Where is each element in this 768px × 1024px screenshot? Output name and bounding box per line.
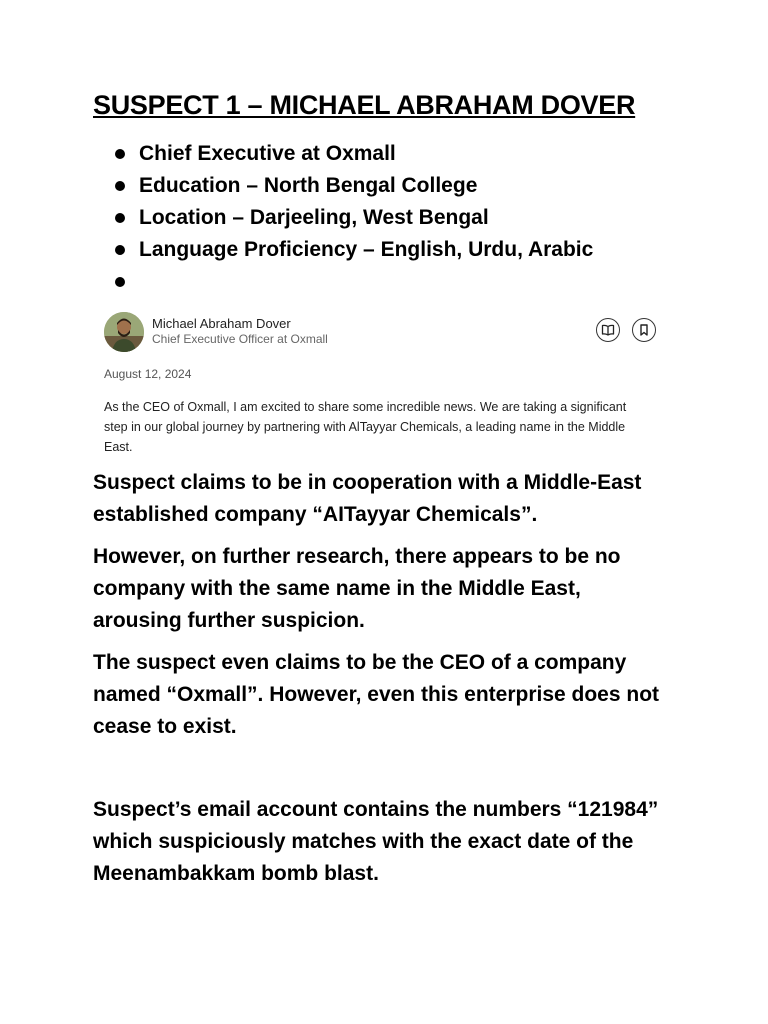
list-item xyxy=(115,202,593,234)
page-title: SUSPECT 1 – MICHAEL ABRAHAM DOVER xyxy=(93,90,636,120)
bookmark-icon[interactable] xyxy=(632,318,656,342)
post-date: August 12, 2024 xyxy=(104,367,192,381)
list-item-text: Education – North Bengal College xyxy=(139,174,478,197)
bullet-icon xyxy=(115,181,125,191)
list-item-text: Chief Executive at Oxmall xyxy=(139,142,396,165)
paragraph: The suspect even claims to be the CEO of a company named “Oxmall”. However, even this enterprise does not cease to exist. xyxy=(93,651,660,738)
avatar xyxy=(104,312,144,352)
book-icon[interactable] xyxy=(596,318,620,342)
list-item xyxy=(115,170,593,202)
list-item-text: Language Proficiency – English, Urdu, Arabic xyxy=(139,238,594,261)
paragraph: Suspect’s email account contains the numbers “121984” which suspiciously matches with the exact date of the Meenambakkam bomb blast. xyxy=(93,798,659,885)
social-post-screenshot xyxy=(100,308,665,458)
bullet-icon xyxy=(115,149,125,159)
post-author-name[interactable]: Michael Abraham Dover xyxy=(152,316,291,331)
bullet-icon xyxy=(115,245,125,255)
list-item xyxy=(115,138,593,170)
bullet-icon xyxy=(115,277,125,287)
list-item xyxy=(115,266,593,298)
bullet-icon xyxy=(115,213,125,223)
paragraph: Suspect claims to be in cooperation with a Middle-East established company “AITayyar Chemicals”. xyxy=(93,471,642,526)
post-author-role: Chief Executive Officer at Oxmall xyxy=(152,332,328,346)
list-item-text: Location – Darjeeling, West Bengal xyxy=(139,206,489,229)
post-body: As the CEO of Oxmall, I am excited to share some incredible news. We are taking a significant step in our global journey by partnering with AlTayyar Chemicals, a leading name in the Middle East. xyxy=(104,400,627,454)
list-item xyxy=(115,234,593,266)
suspect-details-list xyxy=(115,138,593,298)
avatar-photo-icon xyxy=(104,312,144,352)
paragraph: However, on further research, there appears to be no company with the same name in the Middle East, arousing further suspicion. xyxy=(93,545,621,632)
